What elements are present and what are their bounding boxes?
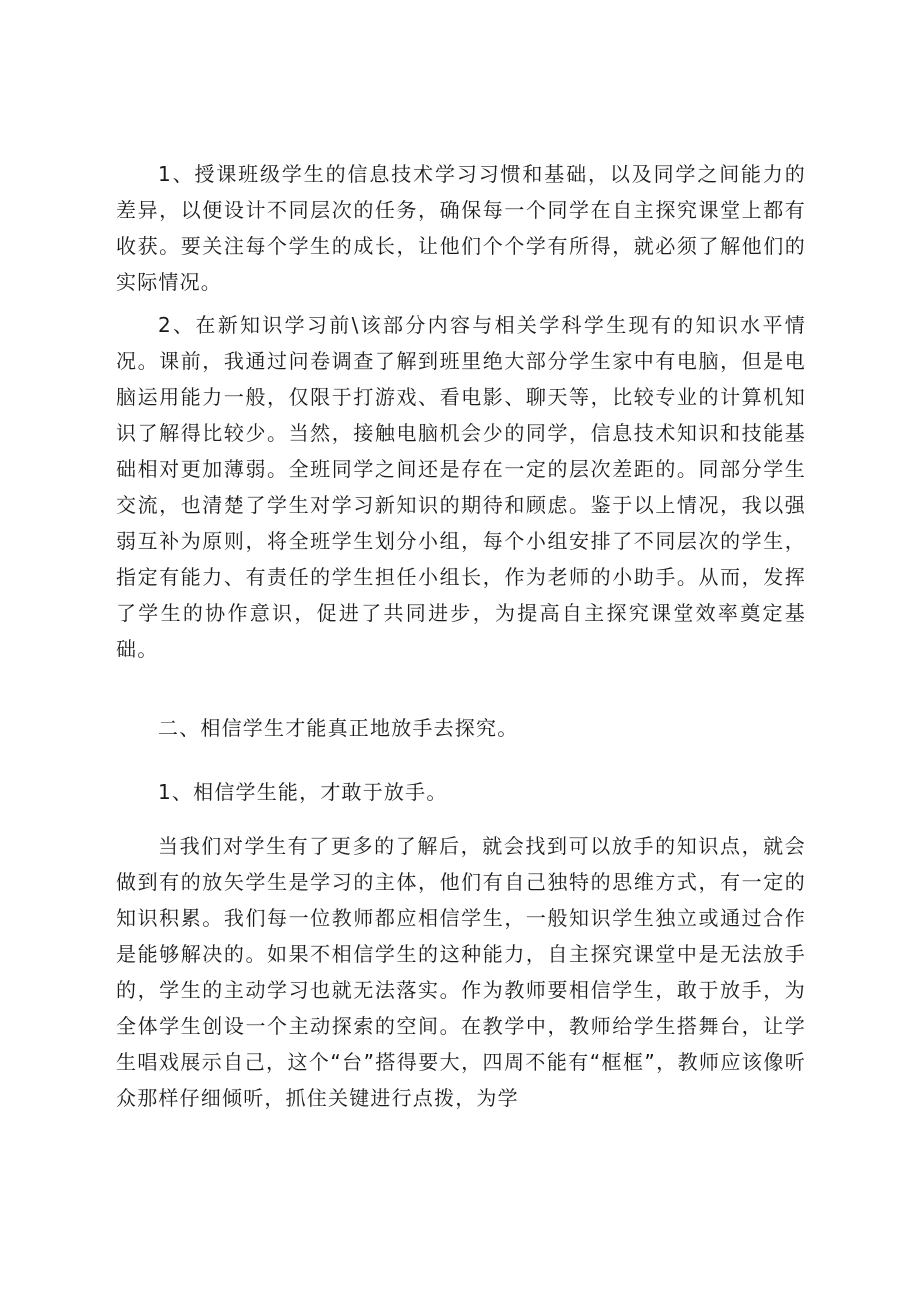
section-heading: 二、相信学生才能真正地放手去探究。: [158, 716, 519, 740]
paragraph-3: 当我们对学生有了更多的了解后，就会找到可以放手的知识点，就会做到有的放矢学生是学习的主体，他们有自己独特的思维方式，有一定的知识积累。我们每一位教师都应相信学生，一般知识学生独立或通过合作是能够解决的。如果不相信学生的这种能力，自主探究课堂中是无法放手的，学生的主动学习也就无法落实。作为教师要相信学生，敢于放手，为全体学生创设一个主动探索的空间。在教学中，教师给学生搭舞台，让学生唱戏展示自己，这个“台”搭得要大，四周不能有“框框”，教师应该像听众那样仔细倾听，抓住关键进行点拨，为学: [116, 834, 806, 1110]
paragraph-2: 2、在新知识学习前\该部分内容与相关学科学生现有的知识水平情况。课前，我通过问卷调查了解到班里绝大部分学生家中有电脑，但是电脑运用能力一般，仅限于打游戏、看电影、聊天等，比较专业的计算机知识了解得比较少。当然，接触电脑机会少的同学，信息技术知识和技能基础相对更加薄弱。全班同学之间还是存在一定的层次差距的。同部分学生交流，也清楚了学生对学习新知识的期待和顾虑。鉴于以上情况，我以强弱互补为原则，将全班学生划分小组，每个小组安排了不同层次的学生，指定有能力、有责任的学生担任小组长，作为老师的小助手。从而，发挥了学生的协作意识，促进了共同进步，为提高自主探究课堂效率奠定基础。: [116, 313, 806, 661]
subsection-heading: 1、相信学生能，才敢于放手。: [158, 780, 448, 804]
paragraph-1: 1、授课班级学生的信息技术学习习惯和基础，以及同学之间能力的差异，以便设计不同层次的任务，确保每一个同学在自主探究课堂上都有收获。要关注每个学生的成长，让他们个个学有所得，就必须了解他们的实际情况。: [116, 162, 806, 294]
